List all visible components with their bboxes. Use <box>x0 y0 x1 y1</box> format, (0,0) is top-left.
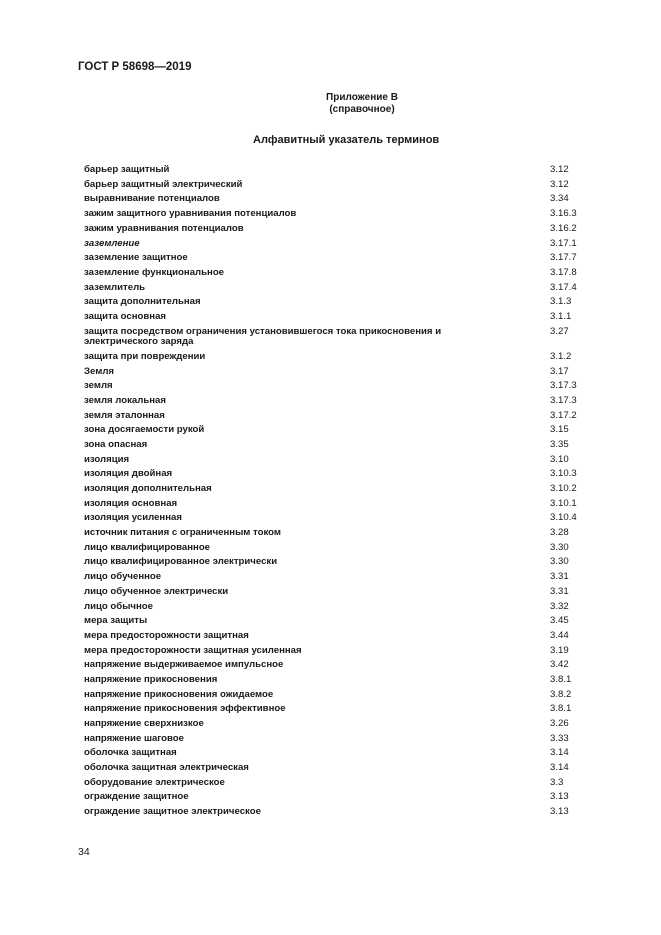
appendix-heading <box>300 92 424 116</box>
entry-reference: 3.17.7 <box>550 252 577 264</box>
entry-term: барьер защитный <box>84 164 170 176</box>
index-entry <box>84 673 584 688</box>
entry-term: лицо квалифицированное электрически <box>84 556 278 568</box>
entry-term: земля эталонная <box>84 409 165 421</box>
entry-reference: 3.17.8 <box>550 266 577 278</box>
index-entry <box>84 761 584 776</box>
index-entry <box>84 570 584 585</box>
index-entry <box>84 614 584 629</box>
entry-reference: 3.1.3 <box>550 296 572 308</box>
index-entry <box>84 409 584 424</box>
entry-term: напряжение выдерживаемое импульсное <box>84 659 284 671</box>
index-entry <box>84 163 584 178</box>
index-entry <box>84 207 584 222</box>
entry-term: напряжение прикосновения ожидаемое <box>84 688 274 700</box>
entry-reference: 3.8.2 <box>550 688 572 700</box>
entry-term: оболочка защитная электрическая <box>84 762 249 774</box>
entry-term: лицо квалифицированное <box>84 541 211 553</box>
entry-term: земля <box>84 380 113 392</box>
entry-reference: 3.10.4 <box>550 512 577 524</box>
entry-term: мера защиты <box>84 615 148 627</box>
index-entry <box>84 585 584 600</box>
document-id: ГОСТ Р 58698—2019 <box>78 61 192 73</box>
entry-term: напряжение прикосновения <box>84 673 218 685</box>
index-entry <box>84 350 584 365</box>
index-entry <box>84 438 584 453</box>
index-entry <box>84 325 584 350</box>
index-entry <box>84 644 584 659</box>
index-entry <box>84 776 584 791</box>
entry-reference: 3.15 <box>550 424 569 436</box>
entry-term: изоляция дополнительная <box>84 483 212 495</box>
entry-reference: 3.10.3 <box>550 468 577 480</box>
entry-reference: 3.32 <box>550 600 569 612</box>
entry-reference: 3.31 <box>550 571 569 583</box>
entry-reference: 3.10.2 <box>550 483 577 495</box>
entry-term: оборудование электрическое <box>84 776 225 788</box>
entry-reference: 3.17.4 <box>550 281 577 293</box>
entry-term: напряжение прикосновения эффективное <box>84 703 286 715</box>
entry-reference: 3.13 <box>550 806 569 818</box>
entry-term: защита при повреждении <box>84 350 206 362</box>
entry-term: ограждение защитное электрическое <box>84 806 261 818</box>
entry-term: земля локальная <box>84 394 166 406</box>
index-entry <box>84 599 584 614</box>
entry-term: заземлитель <box>84 281 146 293</box>
entry-reference: 3.42 <box>550 659 569 671</box>
entry-reference: 3.28 <box>550 527 569 539</box>
index-entry <box>84 688 584 703</box>
index-entry <box>84 453 584 468</box>
entry-term: лицо обученное <box>84 571 162 583</box>
entry-term: зона опасная <box>84 438 148 450</box>
entry-reference: 3.17 <box>550 365 569 377</box>
entry-reference: 3.31 <box>550 585 569 597</box>
entry-reference: 3.30 <box>550 556 569 568</box>
index-entry <box>84 732 584 747</box>
index-title: Алфавитный указатель терминов <box>253 134 440 146</box>
index-entry <box>84 629 584 644</box>
entry-term: защита посредством ограничения установившегося тока прикосновения и электрического заряда <box>84 325 442 348</box>
entry-reference: 3.17.3 <box>550 394 577 406</box>
entry-reference: 3.13 <box>550 791 569 803</box>
entry-term: изоляция основная <box>84 497 178 509</box>
index-entry <box>84 541 584 556</box>
entry-reference: 3.17.1 <box>550 237 577 249</box>
index-entry <box>84 555 584 570</box>
index-entry <box>84 251 584 266</box>
entry-reference: 3.8.1 <box>550 673 572 685</box>
entry-term: лицо обычное <box>84 600 153 612</box>
entry-term: заземление <box>84 237 140 249</box>
index-entry <box>84 790 584 805</box>
entry-term: ограждение защитное <box>84 791 189 803</box>
entry-reference: 3.16.3 <box>550 208 577 220</box>
index-entry <box>84 222 584 237</box>
entry-reference: 3.44 <box>550 629 569 641</box>
term-index <box>84 163 584 820</box>
entry-term: зона досягаемости рукой <box>84 424 205 436</box>
entry-reference: 3.34 <box>550 193 569 205</box>
entry-term: барьер защитный электрический <box>84 178 243 190</box>
entry-term: изоляция усиленная <box>84 512 182 524</box>
entry-term: лицо обученное электрически <box>84 585 229 597</box>
appendix-title: Приложение В <box>326 92 398 103</box>
entry-term: защита основная <box>84 310 167 322</box>
entry-reference: 3.26 <box>550 718 569 730</box>
entry-reference: 3.12 <box>550 178 569 190</box>
index-entry <box>84 423 584 438</box>
entry-reference: 3.27 <box>550 325 569 337</box>
entry-reference: 3.17.2 <box>550 409 577 421</box>
entry-term: оболочка защитная <box>84 747 177 759</box>
entry-reference: 3.35 <box>550 438 569 450</box>
index-entry <box>84 805 584 820</box>
entry-term: защита дополнительная <box>84 296 201 308</box>
entry-reference: 3.14 <box>550 747 569 759</box>
index-entry <box>84 281 584 296</box>
index-entry <box>84 658 584 673</box>
entry-reference: 3.12 <box>550 164 569 176</box>
index-entry <box>84 511 584 526</box>
entry-reference: 3.1.2 <box>550 350 572 362</box>
index-entry <box>84 379 584 394</box>
entry-reference: 3.1.1 <box>550 310 572 322</box>
entry-reference: 3.45 <box>550 615 569 627</box>
appendix-subtitle: (справочное) <box>329 104 395 115</box>
index-entry <box>84 266 584 281</box>
index-entry <box>84 467 584 482</box>
index-entry <box>84 702 584 717</box>
index-entry <box>84 364 584 379</box>
index-entry <box>84 482 584 497</box>
index-entry <box>84 192 584 207</box>
index-entry <box>84 717 584 732</box>
entry-reference: 3.14 <box>550 762 569 774</box>
entry-reference: 3.10.1 <box>550 497 577 509</box>
index-entry <box>84 310 584 325</box>
entry-reference: 3.3 <box>550 776 564 788</box>
entry-term: мера предосторожности защитная <box>84 629 249 641</box>
entry-reference: 3.16.2 <box>550 222 577 234</box>
entry-reference: 3.33 <box>550 732 569 744</box>
entry-term: изоляция <box>84 453 130 465</box>
entry-term: мера предосторожности защитная усиленная <box>84 644 302 656</box>
entry-term: источник питания с ограниченным током <box>84 527 281 539</box>
index-entry <box>84 295 584 310</box>
entry-term: зажим защитного уравнивания потенциалов <box>84 208 297 220</box>
entry-term: напряжение шаговое <box>84 732 184 744</box>
entry-reference: 3.30 <box>550 541 569 553</box>
entry-term: Земля <box>84 365 115 377</box>
entry-reference: 3.19 <box>550 644 569 656</box>
page-number: 34 <box>78 846 90 858</box>
entry-term: заземление функциональное <box>84 266 225 278</box>
entry-reference: 3.8.1 <box>550 703 572 715</box>
entry-term: заземление защитное <box>84 252 188 264</box>
entry-term: выравнивание потенциалов <box>84 193 220 205</box>
index-entry <box>84 178 584 193</box>
entry-reference: 3.10 <box>550 453 569 465</box>
index-entry <box>84 526 584 541</box>
entry-reference: 3.17.3 <box>550 380 577 392</box>
entry-term: зажим уравнивания потенциалов <box>84 222 244 234</box>
entry-term: напряжение сверхнизкое <box>84 718 204 730</box>
index-entry <box>84 497 584 512</box>
index-entry <box>84 236 584 251</box>
index-entry <box>84 394 584 409</box>
entry-term: изоляция двойная <box>84 468 173 480</box>
index-entry <box>84 746 584 761</box>
